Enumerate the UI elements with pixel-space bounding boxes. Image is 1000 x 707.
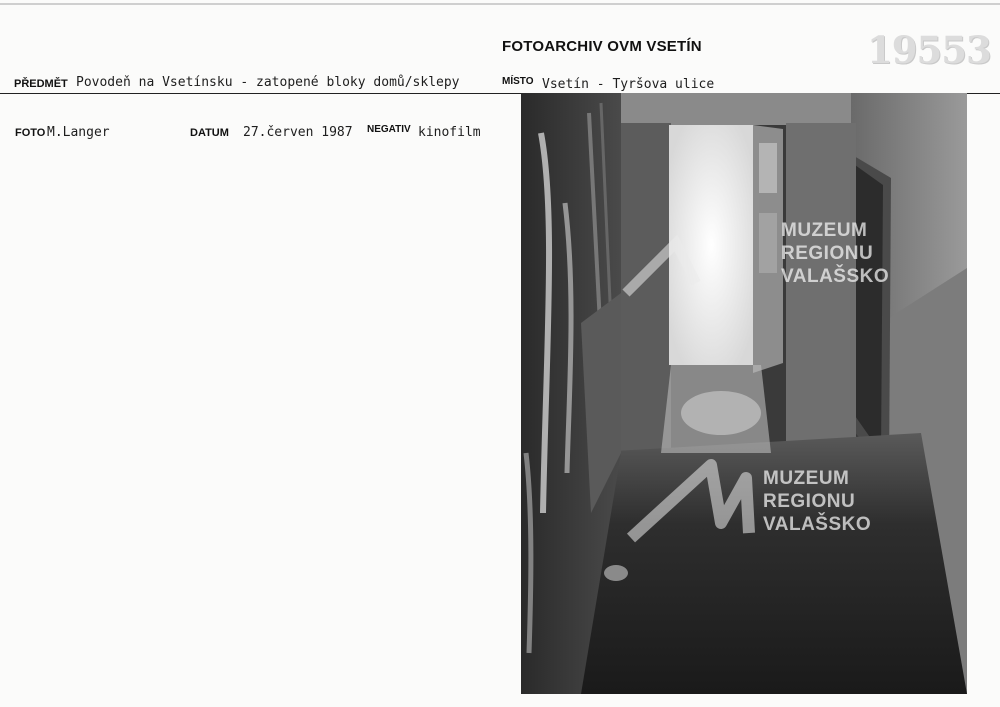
top-edge-line (0, 3, 1000, 5)
subject-value: Povodeň na Vsetínsku - zatopené bloky domů/sklepy (76, 75, 460, 90)
place-value: Vsetín - Tyršova ulice (542, 77, 715, 92)
place-label: MÍSTO (502, 76, 534, 87)
flooded-corridor-photo (521, 93, 967, 694)
negative-label: NEGATIV (367, 124, 411, 135)
card-number-stamp: 19553 (867, 28, 991, 72)
negative-value: kinofilm (418, 125, 481, 140)
archive-title: FOTOARCHIV OVM VSETÍN (502, 38, 702, 55)
watermark-line-2: REGIONU (781, 243, 874, 264)
watermark-lower (763, 467, 871, 536)
watermark-upper (781, 219, 889, 288)
watermark-line-2: REGIONU (763, 491, 856, 512)
photo-value: M.Langer (47, 125, 110, 140)
watermark-line-3: VALAŠSKO (781, 266, 890, 287)
photo-label: FOTO (15, 127, 46, 139)
date-value: 27.červen 1987 (243, 125, 353, 140)
subject-label: PŘEDMĚT (14, 78, 68, 90)
watermark-line-1: MUZEUM (781, 220, 868, 241)
date-label: DATUM (190, 127, 229, 139)
watermark-line-3: VALAŠSKO (763, 514, 872, 535)
watermark-line-1: MUZEUM (763, 468, 850, 489)
